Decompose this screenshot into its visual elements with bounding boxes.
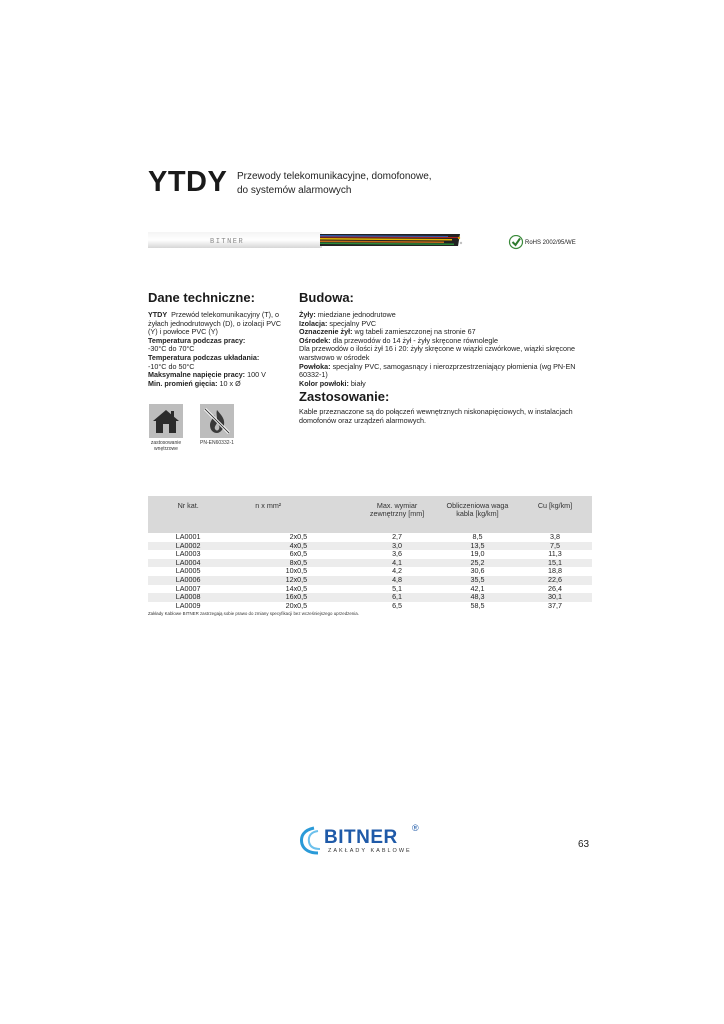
table-row: LA0008 16x0,5 6,1 48,3 30,1 xyxy=(148,593,592,602)
voltage-value: 100 V xyxy=(247,370,266,380)
construction-row: Żyły: miedziane jednodrutowe xyxy=(299,310,396,319)
indoor-house-icon xyxy=(149,404,183,438)
col-header-cat: Nr kat. xyxy=(148,496,228,533)
table-row: LA0002 4x0,5 3,0 13,5 7,5 xyxy=(148,542,592,551)
rohs-label: RoHS 2002/95/WE xyxy=(525,240,576,246)
table-row: LA0001 2x0,5 2,7 8,5 3,8 xyxy=(175,532,560,541)
temp-lay-value: -10°C do 50°C xyxy=(148,361,195,371)
bend-value: 10 x Ø xyxy=(219,378,241,388)
table-row: LA0007 14x0,5 5,1 42,1 26,4 xyxy=(175,583,562,593)
table-row: LA0005 10x0,5 4,2 30,6 18,8 xyxy=(175,566,562,576)
application-heading: Zastosowanie: xyxy=(299,389,390,404)
col-header-weight: Obliczeniowa waga kabla [kg/km] xyxy=(437,496,518,533)
flame-standard-label: PN-EN60332-1 xyxy=(200,440,234,446)
construction-row: Powłoka: specjalny PVC, samogasnący i nierozprzestrzeniający płomienia (wg PN-EN 60332-1) xyxy=(299,361,576,380)
cable-print: BITNER xyxy=(210,238,245,246)
construction-row: Kolor powłoki: biały xyxy=(299,378,366,388)
subtitle-line-1: Przewody telekomunikacyjne, domofonowe, xyxy=(237,171,432,182)
spec-table xyxy=(148,496,592,610)
disclaimer-text: Zakłady Kablowe BITNER zastrzegają sobie prawo do zmiany specyfikacji bez wcześniejszego uprzedzenia. xyxy=(148,611,359,616)
construction-row: Dla przewodów o ilości żył 16 i 20: żyły skręcone w wiązki czwórkowe, wiązki skręcone warstwowo w ośrodek xyxy=(299,344,576,362)
table-row: LA0004 8x0,5 4,1 25,2 15,1 xyxy=(148,559,592,568)
construction-heading: Budowa: xyxy=(299,290,354,305)
application-text: Kable przeznaczone są do połączeń wewnętrznych niskonapięciowych, w instalacjach domofonów oraz urządzeń alarmowych. xyxy=(299,407,573,425)
cable-image xyxy=(148,228,470,252)
col-header-cross-section: n x mm² xyxy=(228,496,357,533)
table-row: LA0003 6x0,5 3,6 19,0 11,3 xyxy=(175,549,562,559)
table-header-row xyxy=(148,496,592,533)
page-number: 63 xyxy=(578,839,590,850)
technical-data-heading: Dane techniczne: xyxy=(148,290,255,305)
lead-paragraph xyxy=(148,311,288,337)
product-subtitle xyxy=(237,170,457,198)
temp-work-value: -30°C do 70°C xyxy=(148,344,195,354)
product-title: YTDY xyxy=(148,166,228,198)
table-row: LA0009 20x0,5 6,5 58,5 37,7 xyxy=(175,600,562,610)
bend-label: Min. promień gięcia: xyxy=(148,378,218,388)
subtitle-line-2: do systemów alarmowych xyxy=(237,185,352,196)
technical-data-body xyxy=(148,311,288,388)
col-header-diameter: Max. wymiar zewnętrzny [mm] xyxy=(357,496,437,533)
lead-text: Przewód telekomunikacyjny (T), o żyłach jednodrutowych (D), o izolacji PVC (Y) i powłoce PVC (Y) xyxy=(148,310,282,337)
construction-body xyxy=(299,311,589,388)
indoor-label: zastosowanie wnętrzowe xyxy=(150,440,182,452)
col-header-cu: Cu [kg/km] xyxy=(518,496,592,533)
voltage-label: Maksymalne napięcie pracy: xyxy=(148,370,246,380)
no-flame-icon xyxy=(200,404,234,438)
temp-lay-label: Temperatura podczas układania: xyxy=(148,352,260,362)
table-row: LA0006 12x0,5 4,8 35,5 22,6 xyxy=(148,576,592,585)
construction-row: Izolacja: specjalny PVC xyxy=(299,318,377,328)
bitner-logo xyxy=(300,822,430,858)
logo-subtext: ZAKŁADY KABLOWE xyxy=(328,848,412,854)
temp-work-label: Temperatura podczas pracy: xyxy=(148,335,246,345)
construction-row: Ośrodek: dla przewodów do 14 żył - żyły skręcone równolegle xyxy=(299,335,498,345)
logo-text: BITNER xyxy=(324,827,398,848)
construction-row: Oznaczenie żył: wg tabeli zamieszczonej na stronie 67 xyxy=(299,327,476,337)
registered-mark: ® xyxy=(412,823,419,833)
lead-bold: YTDY xyxy=(148,310,168,319)
